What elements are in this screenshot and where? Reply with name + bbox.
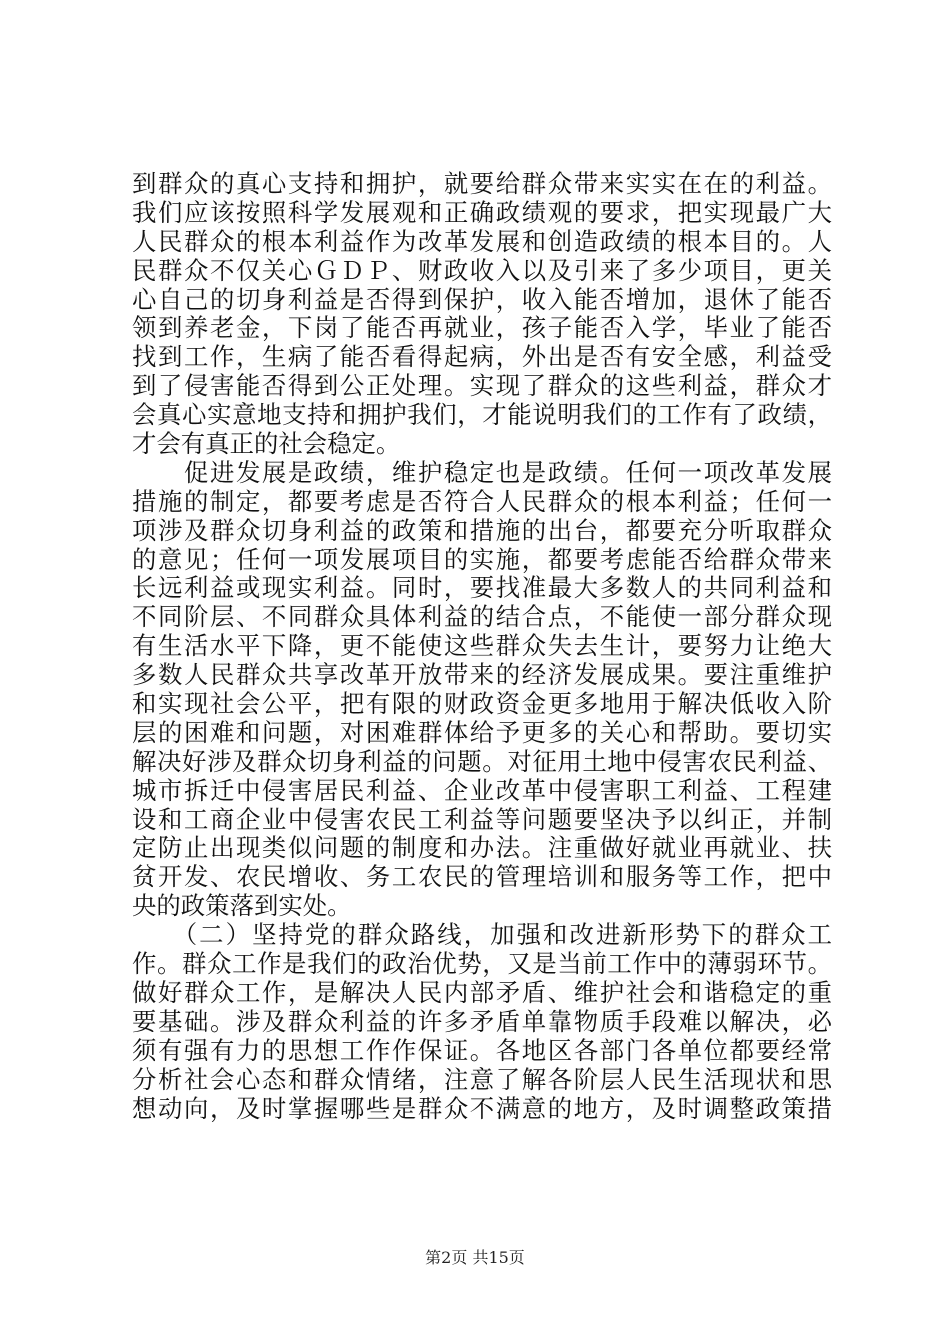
text-line: 到群众的真心支持和拥护，就要给群众带来实实在在的利益。	[132, 169, 832, 198]
text-line: 央的政策落到实处。	[132, 891, 352, 921]
text-line: 多数人民群众共享改革开放带来的经济发展成果。要注重维护	[132, 660, 832, 690]
text-line: 民群众不仅关心ＧＤＰ、财政收入以及引来了多少项目，更关	[132, 255, 832, 285]
text-line: 解决好涉及群众切身利益的问题。对征用土地中侵害农民利益、	[132, 746, 832, 776]
text-line: 项涉及群众切身利益的政策和措施的出台，都要充分听取群众	[132, 515, 832, 545]
text-line: 措施的制定，都要考虑是否符合人民群众的根本利益；任何一	[132, 486, 832, 516]
document-body	[132, 170, 832, 1123]
text-line: 要基础。涉及群众利益的许多矛盾单靠物质手段难以解决，必	[132, 1006, 832, 1036]
text-line: 促进发展是政绩，维护稳定也是政绩。任何一项改革发展	[132, 457, 832, 487]
text-line: 找到工作，生病了能否看得起病，外出是否有安全感，利益受	[132, 342, 832, 372]
text-line: 分析社会心态和群众情绪，注意了解各阶层人民生活现状和思	[132, 1064, 832, 1094]
text-line: 长远利益或现实利益。同时，要找准最大多数人的共同利益和	[132, 573, 832, 603]
text-line: 须有强有力的思想工作作保证。各地区各部门各单位都要经常	[132, 1035, 832, 1065]
text-line: 心自己的切身利益是否得到保护，收入能否增加，退休了能否	[132, 284, 832, 314]
text-line: 城市拆迁中侵害居民利益、企业改革中侵害职工利益、工程建	[132, 775, 832, 805]
text-line: 设和工商企业中侵害农民工利益等问题要坚决予以纠正，并制	[132, 804, 832, 834]
text-line: 层的困难和问题，对困难群体给予更多的关心和帮助。要切实	[132, 717, 832, 747]
text-line: （二）坚持党的群众路线，加强和改进新形势下的群众工	[132, 920, 832, 950]
page-number-footer: 第2页 共15页	[425, 1248, 525, 1267]
text-line: 贫开发、农民增收、务工农民的管理培训和服务等工作，把中	[132, 862, 832, 892]
text-line: 的意见；任何一项发展项目的实施，都要考虑能否给群众带来	[132, 544, 832, 574]
text-line: 想动向，及时掌握哪些是群众不满意的地方，及时调整政策措	[132, 1093, 832, 1123]
text-line: 我们应该按照科学发展观和正确政绩观的要求，把实现最广大	[132, 197, 832, 227]
text-line: 才会有真正的社会稳定。	[132, 429, 401, 459]
text-line: 和实现社会公平，把有限的财政资金更多地用于解决低收入阶	[132, 689, 832, 719]
text-line: 做好群众工作，是解决人民内部矛盾、维护社会和谐稳定的重	[132, 977, 832, 1007]
text-line: 定防止出现类似问题的制度和办法。注重做好就业再就业、扶	[132, 833, 832, 863]
text-line: 有生活水平下降，更不能使这些群众失去生计，要努力让绝大	[132, 631, 832, 661]
text-line: 到了侵害能否得到公正处理。实现了群众的这些利益，群众才	[132, 371, 832, 401]
text-line: 作。群众工作是我们的政治优势，又是当前工作中的薄弱环节。	[132, 949, 832, 979]
text-line: 会真心实意地支持和拥护我们，才能说明我们的工作有了政绩，	[132, 400, 832, 430]
text-line: 人民群众的根本利益作为改革发展和创造政绩的根本目的。人	[132, 226, 832, 256]
text-line: 领到养老金，下岗了能否再就业，孩子能否入学，毕业了能否	[132, 313, 832, 343]
text-line: 不同阶层、不同群众具体利益的结合点，不能使一部分群众现	[132, 602, 832, 632]
